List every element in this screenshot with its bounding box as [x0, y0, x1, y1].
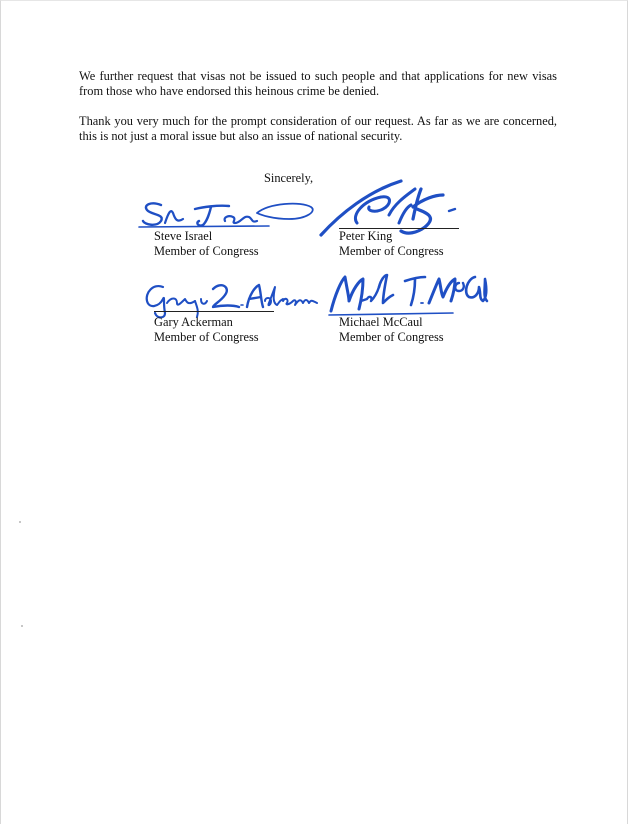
- signatory-name: Peter King: [339, 229, 393, 243]
- signatory-michael-mccaul: [339, 315, 444, 345]
- signatory-gary-ackerman: [154, 315, 259, 345]
- scan-mark: [21, 625, 23, 627]
- signatory-name: Michael McCaul: [339, 315, 423, 329]
- signatory-title: Member of Congress: [154, 330, 259, 344]
- signature-steve-israel: [139, 197, 319, 231]
- signatory-steve-israel: [154, 229, 259, 259]
- signatory-name: Steve Israel: [154, 229, 213, 243]
- signatory-title: Member of Congress: [154, 244, 259, 258]
- signature-line-ackerman: [154, 311, 274, 312]
- thanks-paragraph: Thank you very much for the prompt consideration of our request. As far as we are concerned, this is not just a moral issue but also an issue of national security.: [79, 114, 557, 143]
- signatory-title: Member of Congress: [339, 330, 444, 344]
- scan-mark: [19, 521, 21, 523]
- signature-michael-mccaul: [323, 269, 491, 319]
- signatory-peter-king: [339, 229, 444, 259]
- request-paragraph: We further request that visas not be issued to such people and that applications for new visas from those who have endorsed this heinous crime be denied.: [79, 69, 557, 98]
- signatory-title: Member of Congress: [339, 244, 444, 258]
- signatory-name: Gary Ackerman: [154, 315, 233, 329]
- closing-text: Sincerely,: [264, 171, 314, 185]
